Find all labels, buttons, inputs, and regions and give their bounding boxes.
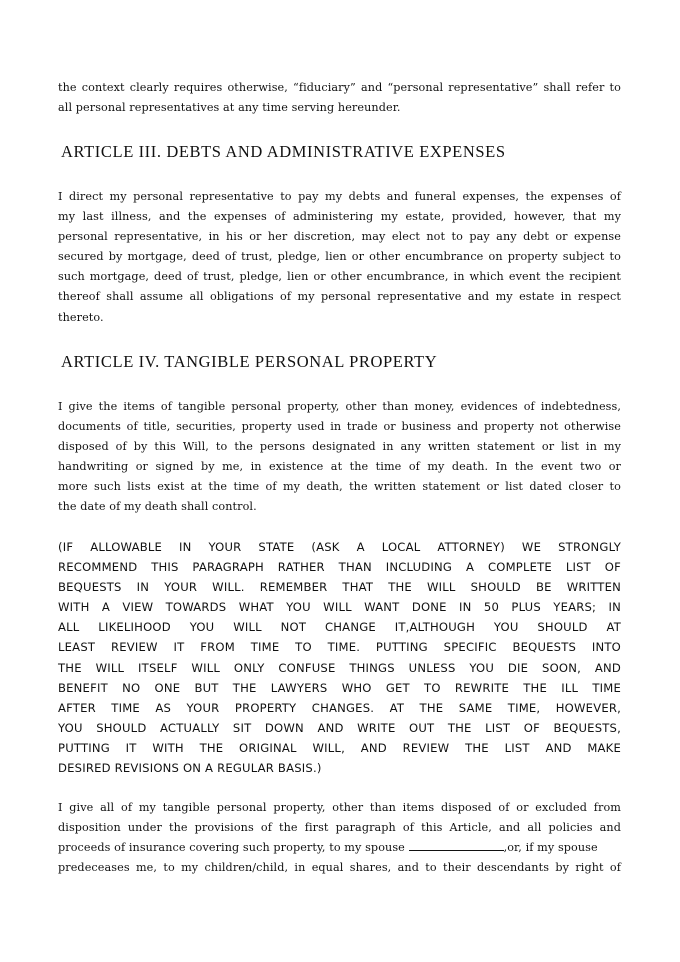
text-line: more such lists exist at the time of my death, the written statement or list dated closer to [58, 480, 621, 494]
text-line: DESIRED REVISIONS ON A REGULAR BASIS.) [58, 761, 322, 776]
text-line: thereof shall assume all obligations of my personal representative and my estate in respect [58, 290, 621, 304]
text-line: THE WILL ITSELF WILL ONLY CONFUSE THINGS UNLESS YOU DIE SOON, AND [58, 660, 621, 675]
text-line: LEAST REVIEW IT FROM TIME TO TIME. PUTTING SPECIFIC BEQUESTS INTO [58, 640, 621, 655]
text-line: such mortgage, deed of trust, pledge, lien or other encumbrance, in which event the recipient [58, 270, 621, 284]
spouse-name-blank[interactable] [409, 840, 504, 851]
text-line: AFTER TIME AS YOUR PROPERTY CHANGES. AT THE SAME TIME, HOWEVER, [58, 700, 621, 715]
text-segment: ,or, if my spouse [503, 841, 598, 855]
article-4-note [58, 537, 621, 778]
text-line: WITH A VIEW TOWARDS WHAT YOU WILL WANT DONE IN 50 PLUS YEARS; IN [58, 600, 621, 615]
text-line: RECOMMEND THIS PARAGRAPH RATHER THAN INCLUDING A COMPLETE LIST OF [58, 560, 621, 575]
article-4-paragraph-1 [58, 397, 621, 518]
text-line: (IF ALLOWABLE IN YOUR STATE (ASK A LOCAL ATTORNEY) WE STRONGLY [58, 540, 621, 554]
text-line: the context clearly requires otherwise, “fiduciary” and “personal representative” shall refer to [58, 81, 621, 94]
text-line: disposition under the provisions of the first paragraph of this Article, and all policies and [58, 821, 621, 835]
text-segment: proceeds of insurance covering such property, to my spouse [58, 841, 409, 855]
text-line: my last illness, and the expenses of administering my estate, provided, however, that my [58, 210, 621, 224]
text-line: all personal representatives at any time serving hereunder. [58, 101, 401, 115]
article-4-heading: ARTICLE IV. TANGIBLE PERSONAL PROPERTY [61, 352, 438, 371]
text-line: I give the items of tangible personal property, other than money, evidences of indebtedness, [58, 400, 621, 413]
text-line: thereto. [58, 310, 104, 324]
text-line: personal representative, in his or her discretion, may elect not to pay any debt or expense [58, 230, 621, 244]
text-line: the date of my death shall control. [58, 500, 257, 514]
text-line: I give all of my tangible personal property, other than items disposed of or excluded from [58, 801, 621, 814]
intro-paragraph [58, 78, 621, 118]
article-3-heading: ARTICLE III. DEBTS AND ADMINISTRATIVE EXPENSES [61, 142, 506, 161]
text-line: PUTTING IT WITH THE ORIGINAL WILL, AND REVIEW THE LIST AND MAKE [58, 740, 621, 755]
text-line-with-blank [58, 838, 621, 858]
text-line: secured by mortgage, deed of trust, pledge, lien or other encumbrance on property subject to [58, 250, 621, 264]
text-line: handwriting or signed by me, in existence at the time of my death. In the event two or [58, 460, 621, 474]
text-line: BEQUESTS IN YOUR WILL. REMEMBER THAT THE WILL SHOULD BE WRITTEN [58, 580, 621, 595]
text-line: I direct my personal representative to pay my debts and funeral expenses, the expenses of [58, 190, 621, 203]
text-line: BENEFIT NO ONE BUT THE LAWYERS WHO GET TO REWRITE THE ILL TIME [58, 680, 621, 695]
text-line: disposed of by this Will, to the persons designated in any written statement or list in my [58, 440, 621, 454]
text-line: YOU SHOULD ACTUALLY SIT DOWN AND WRITE OUT THE LIST OF BEQUESTS, [58, 720, 621, 735]
text-line: predeceases me, to my children/child, in equal shares, and to their descendants by right of [58, 861, 621, 875]
article-3-paragraph [58, 187, 621, 328]
text-line: ALL LIKELIHOOD YOU WILL NOT CHANGE IT,ALTHOUGH YOU SHOULD AT [58, 620, 621, 635]
text-line: documents of title, securities, property used in trade or business and property not otherwise [58, 420, 621, 434]
article-4-paragraph-2 [58, 798, 621, 878]
